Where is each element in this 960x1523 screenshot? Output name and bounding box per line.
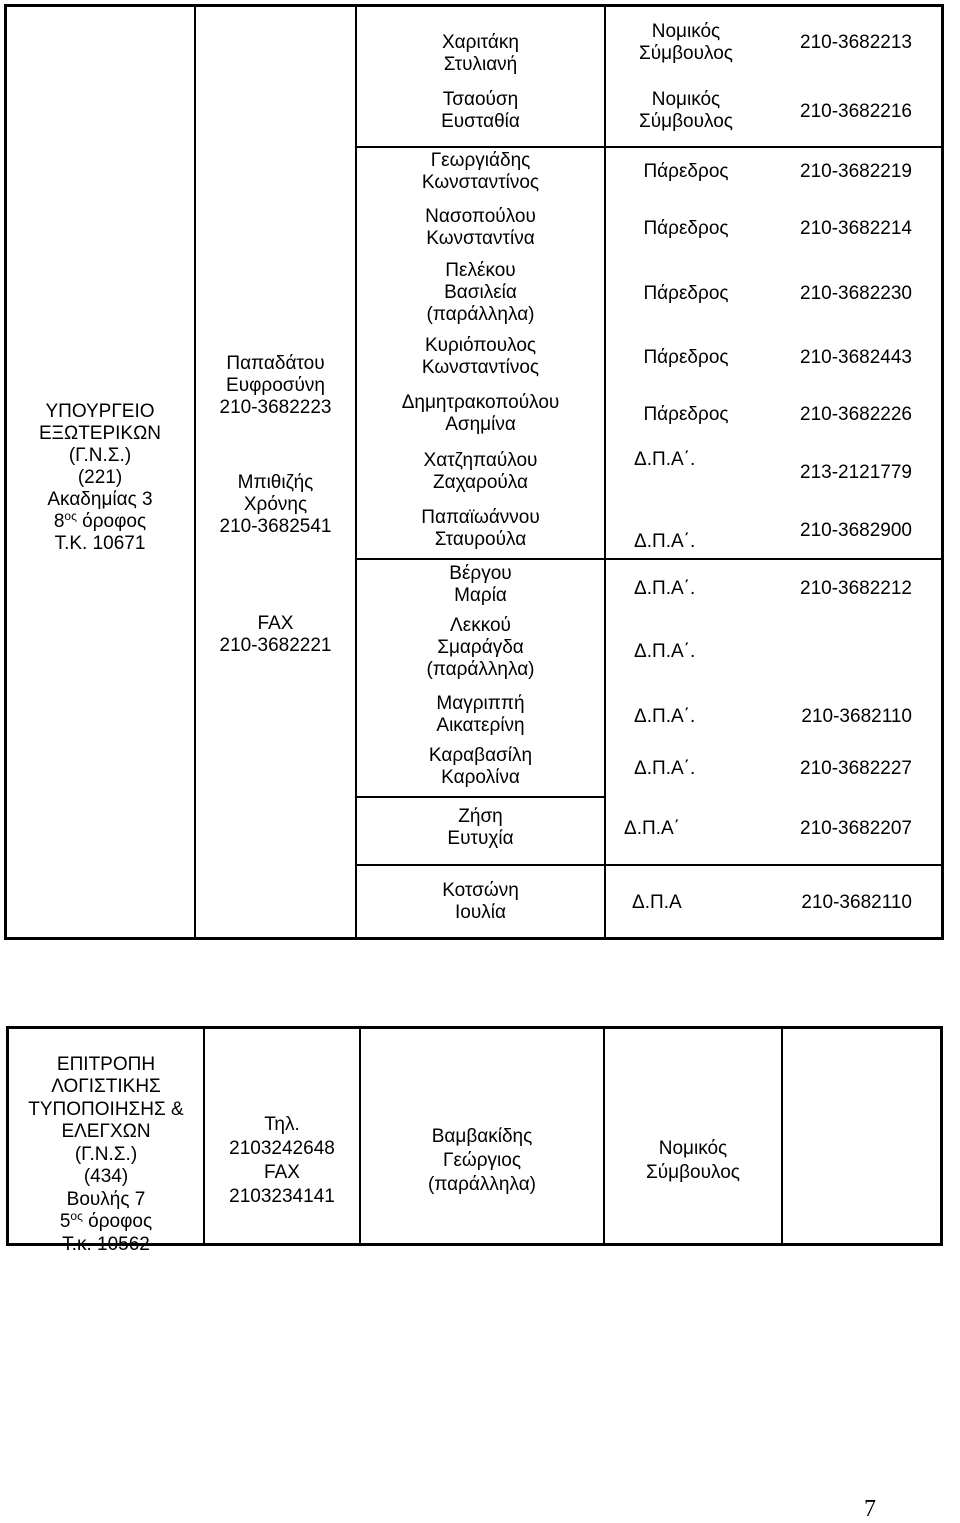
committee-floor: $5^{o\varsigma}$ όροφος bbox=[59, 1209, 153, 1232]
staff-phone: 213-2121779 bbox=[800, 462, 912, 483]
contact-phone: 210-3682223 bbox=[219, 397, 332, 418]
row-divider bbox=[355, 558, 944, 560]
ministry-postcode: Τ.Κ. 10671 bbox=[54, 533, 146, 554]
staff-name: Δημητρακοπούλου Ασημίνα bbox=[401, 392, 560, 435]
staff-phone: 210-3682213 bbox=[800, 32, 912, 53]
staff-name: Βέργου Μαρία bbox=[449, 563, 512, 606]
staff-phone: 210-3682219 bbox=[800, 161, 912, 182]
staff-phone: 210-3682230 bbox=[800, 283, 912, 304]
contact-firstname: Χρόνης bbox=[243, 494, 308, 515]
staff-role: Πάρεδρος bbox=[643, 283, 729, 304]
committee-address bbox=[9, 1031, 203, 1256]
staff-role: Νομικός Σύμβουλος bbox=[639, 21, 733, 64]
staff-role: Πάρεδρος bbox=[643, 404, 729, 425]
staff-role: Δ.Π.Α bbox=[632, 892, 682, 913]
staff-name: Χαριτάκη Στυλιανή bbox=[442, 32, 519, 75]
staff-role: Πάρεδρος bbox=[643, 347, 729, 368]
staff-phone: 210-3682110 bbox=[801, 892, 912, 913]
contact-phone: 210-3682541 bbox=[219, 516, 332, 537]
staff-name: Γεωργιάδης Κωνσταντίνος bbox=[421, 150, 540, 193]
committee-postcode: Τ.κ. 10562 bbox=[62, 1233, 150, 1255]
staff-phone: 210-3682214 bbox=[800, 218, 912, 239]
ministry-abbr: (Γ.Ν.Σ.) bbox=[68, 445, 132, 466]
committee-abbr: (Γ.Ν.Σ.) bbox=[74, 1143, 138, 1165]
contact-firstname: Ευφροσύνη bbox=[226, 375, 325, 396]
page-number: 7 bbox=[864, 1496, 876, 1522]
fax-label: FAX bbox=[264, 1162, 300, 1183]
contact-person-2 bbox=[196, 450, 355, 538]
staff-name: Πελέκου Βασιλεία (παράλληλα) bbox=[426, 260, 535, 325]
staff-name: Νασοπούλου Κωνσταντίνα bbox=[425, 206, 536, 249]
tel-number: 2103242648 bbox=[229, 1138, 335, 1159]
committee-member-name: Βαμβακίδης Γεώργιος (παράλληλα) bbox=[427, 1126, 537, 1195]
committee-street: Βουλής 7 bbox=[66, 1188, 146, 1210]
fax-number: 2103234141 bbox=[229, 1186, 335, 1207]
staff-phone: 210-3682216 bbox=[800, 101, 912, 122]
staff-phone: 210-3682212 bbox=[800, 578, 912, 599]
staff-name: Κοτσώνη Ιουλία bbox=[442, 880, 519, 923]
staff-role: Δ.Π.Α΄. bbox=[634, 758, 696, 779]
staff-name: Ζήση Ευτυχία bbox=[447, 806, 514, 849]
staff-phone: 210-3682110 bbox=[801, 706, 912, 727]
committee-code: (434) bbox=[83, 1166, 129, 1187]
staff-name: Χατζηπαύλου Ζαχαρούλα bbox=[423, 450, 538, 493]
staff-role: Πάρεδρος bbox=[643, 218, 729, 239]
committee-name-line3: ΤΥΠΟΠΟΙΗΣΗΣ & bbox=[28, 1098, 184, 1120]
fax-contact bbox=[196, 591, 355, 657]
ministry-name-line1: ΥΠΟΥΡΓΕΙΟ bbox=[45, 401, 155, 422]
committee-phone-fax bbox=[205, 1089, 359, 1209]
staff-role: Πάρεδρος bbox=[643, 161, 729, 182]
staff-role: Δ.Π.Α΄. bbox=[634, 578, 696, 599]
committee-member-role: Νομικός Σύμβουλος bbox=[646, 1138, 740, 1183]
ministry-name-line2: ΕΞΩΤΕΡΙΚΩΝ bbox=[38, 423, 162, 444]
staff-name: Παπαϊωάννου Σταυρούλα bbox=[421, 507, 540, 550]
staff-role: Νομικός Σύμβουλος bbox=[639, 89, 733, 132]
fax-number: 210-3682221 bbox=[219, 635, 332, 656]
staff-role: Δ.Π.Α΄ bbox=[624, 818, 680, 839]
contact-person-1 bbox=[196, 331, 355, 419]
staff-phone: 210-3682900 bbox=[800, 520, 912, 541]
committee-name-line2: ΛΟΓΙΣΤΙΚΗΣ bbox=[51, 1076, 161, 1097]
staff-phone: 210-3682227 bbox=[800, 758, 912, 779]
staff-name: Λεκκού Σμαράγδα (παράλληλα) bbox=[426, 615, 535, 680]
staff-name: Μαγριππή Αικατερίνη bbox=[436, 693, 525, 736]
ministry-street: Ακαδημίας 3 bbox=[47, 489, 153, 510]
staff-name: Καραβασίλη Καρολίνα bbox=[428, 745, 533, 788]
staff-role: Δ.Π.Α΄. bbox=[634, 531, 696, 552]
committee-name-line1: ΕΠΙΤΡΟΠΗ bbox=[56, 1053, 156, 1075]
row-divider bbox=[355, 146, 944, 148]
staff-role: Δ.Π.Α΄. bbox=[634, 449, 696, 470]
ministry-floor: $8^{o\varsigma}$ όροφος bbox=[53, 509, 147, 532]
row-divider bbox=[355, 864, 944, 866]
fax-label: FAX bbox=[257, 613, 294, 634]
column-divider bbox=[781, 1026, 783, 1246]
staff-phone: 210-3682226 bbox=[800, 404, 912, 425]
staff-name: Τσαούση Ευσταθία bbox=[441, 89, 520, 132]
ministry-address bbox=[6, 379, 194, 555]
staff-name: Κυριόπουλος Κωνσταντίνος bbox=[421, 335, 540, 378]
staff-role: Δ.Π.Α΄. bbox=[634, 641, 696, 662]
staff-phone: 210-3682443 bbox=[800, 347, 912, 368]
committee-name-line4: ΕΛΕΓΧΩΝ bbox=[61, 1121, 151, 1142]
staff-phone: 210-3682207 bbox=[800, 818, 912, 839]
tel-label: Τηλ. bbox=[264, 1114, 300, 1135]
row-divider bbox=[355, 796, 604, 798]
ministry-code: (221) bbox=[77, 467, 123, 488]
column-divider bbox=[604, 4, 606, 940]
contact-surname: Μπιθιζής bbox=[237, 472, 314, 493]
staff-role: Δ.Π.Α΄. bbox=[634, 706, 696, 727]
contact-surname: Παπαδάτου bbox=[226, 353, 325, 374]
